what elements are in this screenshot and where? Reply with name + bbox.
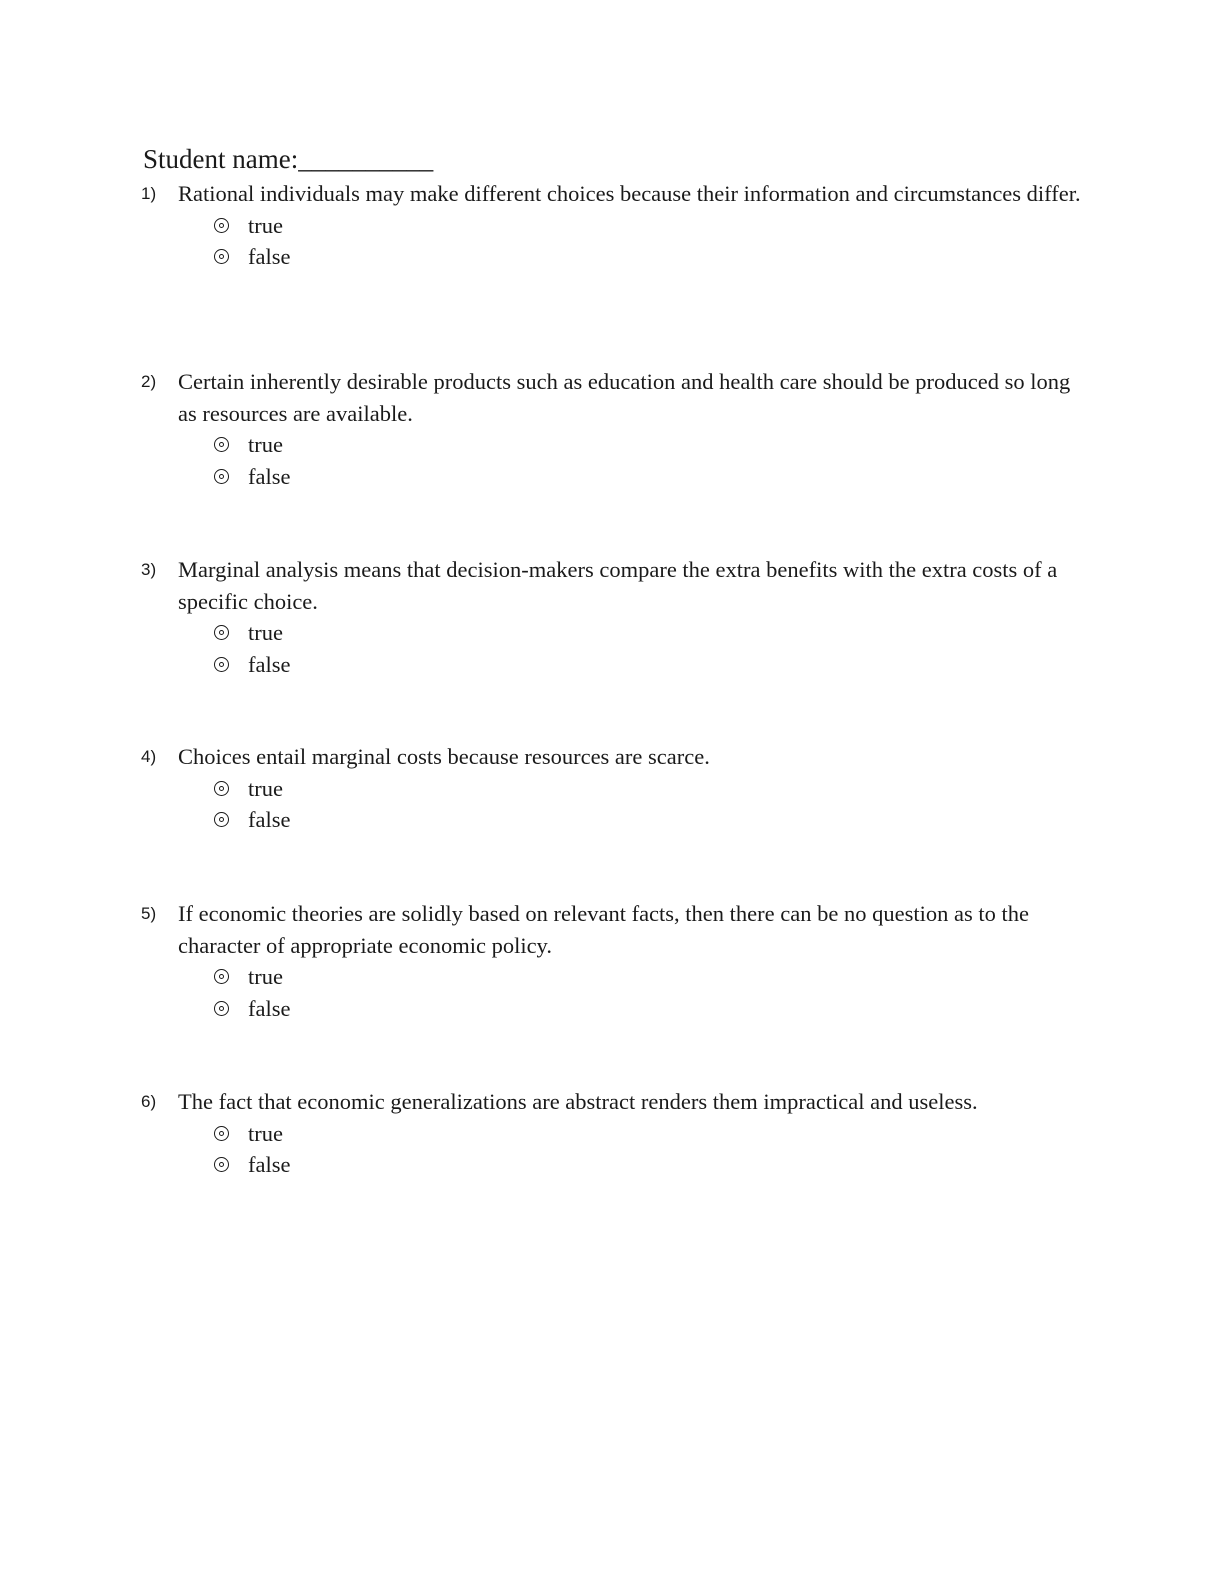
question-6 <box>141 1086 1081 1181</box>
option-false[interactable] <box>214 993 1081 1025</box>
option-label: false <box>248 995 291 1021</box>
radio-icon[interactable] <box>214 781 229 796</box>
radio-icon[interactable] <box>214 249 229 264</box>
radio-icon[interactable] <box>214 812 229 827</box>
question-text: Rational individuals may make different choices because their information and circumstances differ. <box>178 181 1081 206</box>
question-text: The fact that economic generalizations are abstract renders them impractical and useless. <box>178 1089 978 1114</box>
radio-icon[interactable] <box>214 1126 229 1141</box>
option-false[interactable] <box>214 804 1081 836</box>
option-label: false <box>248 1152 291 1177</box>
option-label: false <box>248 463 291 489</box>
answer-options <box>214 210 1081 273</box>
question-1 <box>141 178 1081 273</box>
question-text: If economic theories are solidly based on relevant facts, then there can be no question as to the character of appropriate economic policy. <box>178 901 1029 958</box>
answer-options <box>214 773 1081 836</box>
option-true[interactable] <box>214 773 1081 805</box>
question-number: 6) <box>141 1092 157 1111</box>
option-false[interactable] <box>214 461 1081 493</box>
option-label: false <box>248 244 291 269</box>
question-5 <box>141 898 1081 1024</box>
student-name-label: Student name:__________ <box>143 144 434 174</box>
question-text: Choices entail marginal costs because resources are scarce. <box>178 744 710 769</box>
question-number: 3) <box>141 560 157 579</box>
option-false[interactable] <box>214 649 1081 681</box>
radio-icon[interactable] <box>214 437 229 452</box>
question-3 <box>141 554 1081 680</box>
option-label: false <box>248 651 291 677</box>
option-true[interactable] <box>214 210 1081 242</box>
question-number: 1) <box>141 184 157 203</box>
radio-icon[interactable] <box>214 1001 229 1016</box>
question-2 <box>141 366 1081 492</box>
question-number: 2) <box>141 372 157 391</box>
option-label: true <box>248 775 283 801</box>
option-true[interactable] <box>214 617 1081 649</box>
option-label: false <box>248 807 291 832</box>
option-label: true <box>248 432 283 457</box>
option-true[interactable] <box>214 961 1081 993</box>
answer-options <box>214 1118 1081 1181</box>
answer-options <box>214 961 1081 1024</box>
radio-icon[interactable] <box>214 469 229 484</box>
question-number: 5) <box>141 904 157 923</box>
question-text: Marginal analysis means that decision-makers compare the extra benefits with the extra costs of a specific choice. <box>178 557 1058 614</box>
option-label: true <box>248 620 283 645</box>
question-4 <box>141 741 1081 836</box>
option-label: true <box>248 964 283 989</box>
question-number: 4) <box>141 747 157 766</box>
option-false[interactable] <box>214 241 1081 273</box>
radio-icon[interactable] <box>214 218 229 233</box>
option-label: true <box>248 1120 283 1146</box>
radio-icon[interactable] <box>214 969 229 984</box>
option-true[interactable] <box>214 429 1081 461</box>
answer-options <box>214 429 1081 492</box>
answer-options <box>214 617 1081 680</box>
option-true[interactable] <box>214 1118 1081 1150</box>
radio-icon[interactable] <box>214 1157 229 1172</box>
radio-icon[interactable] <box>214 625 229 640</box>
option-label: true <box>248 212 283 238</box>
option-false[interactable] <box>214 1149 1081 1181</box>
question-text: Certain inherently desirable products such as education and health care should be produced so long as resources are available. <box>178 369 1071 426</box>
radio-icon[interactable] <box>214 657 229 672</box>
